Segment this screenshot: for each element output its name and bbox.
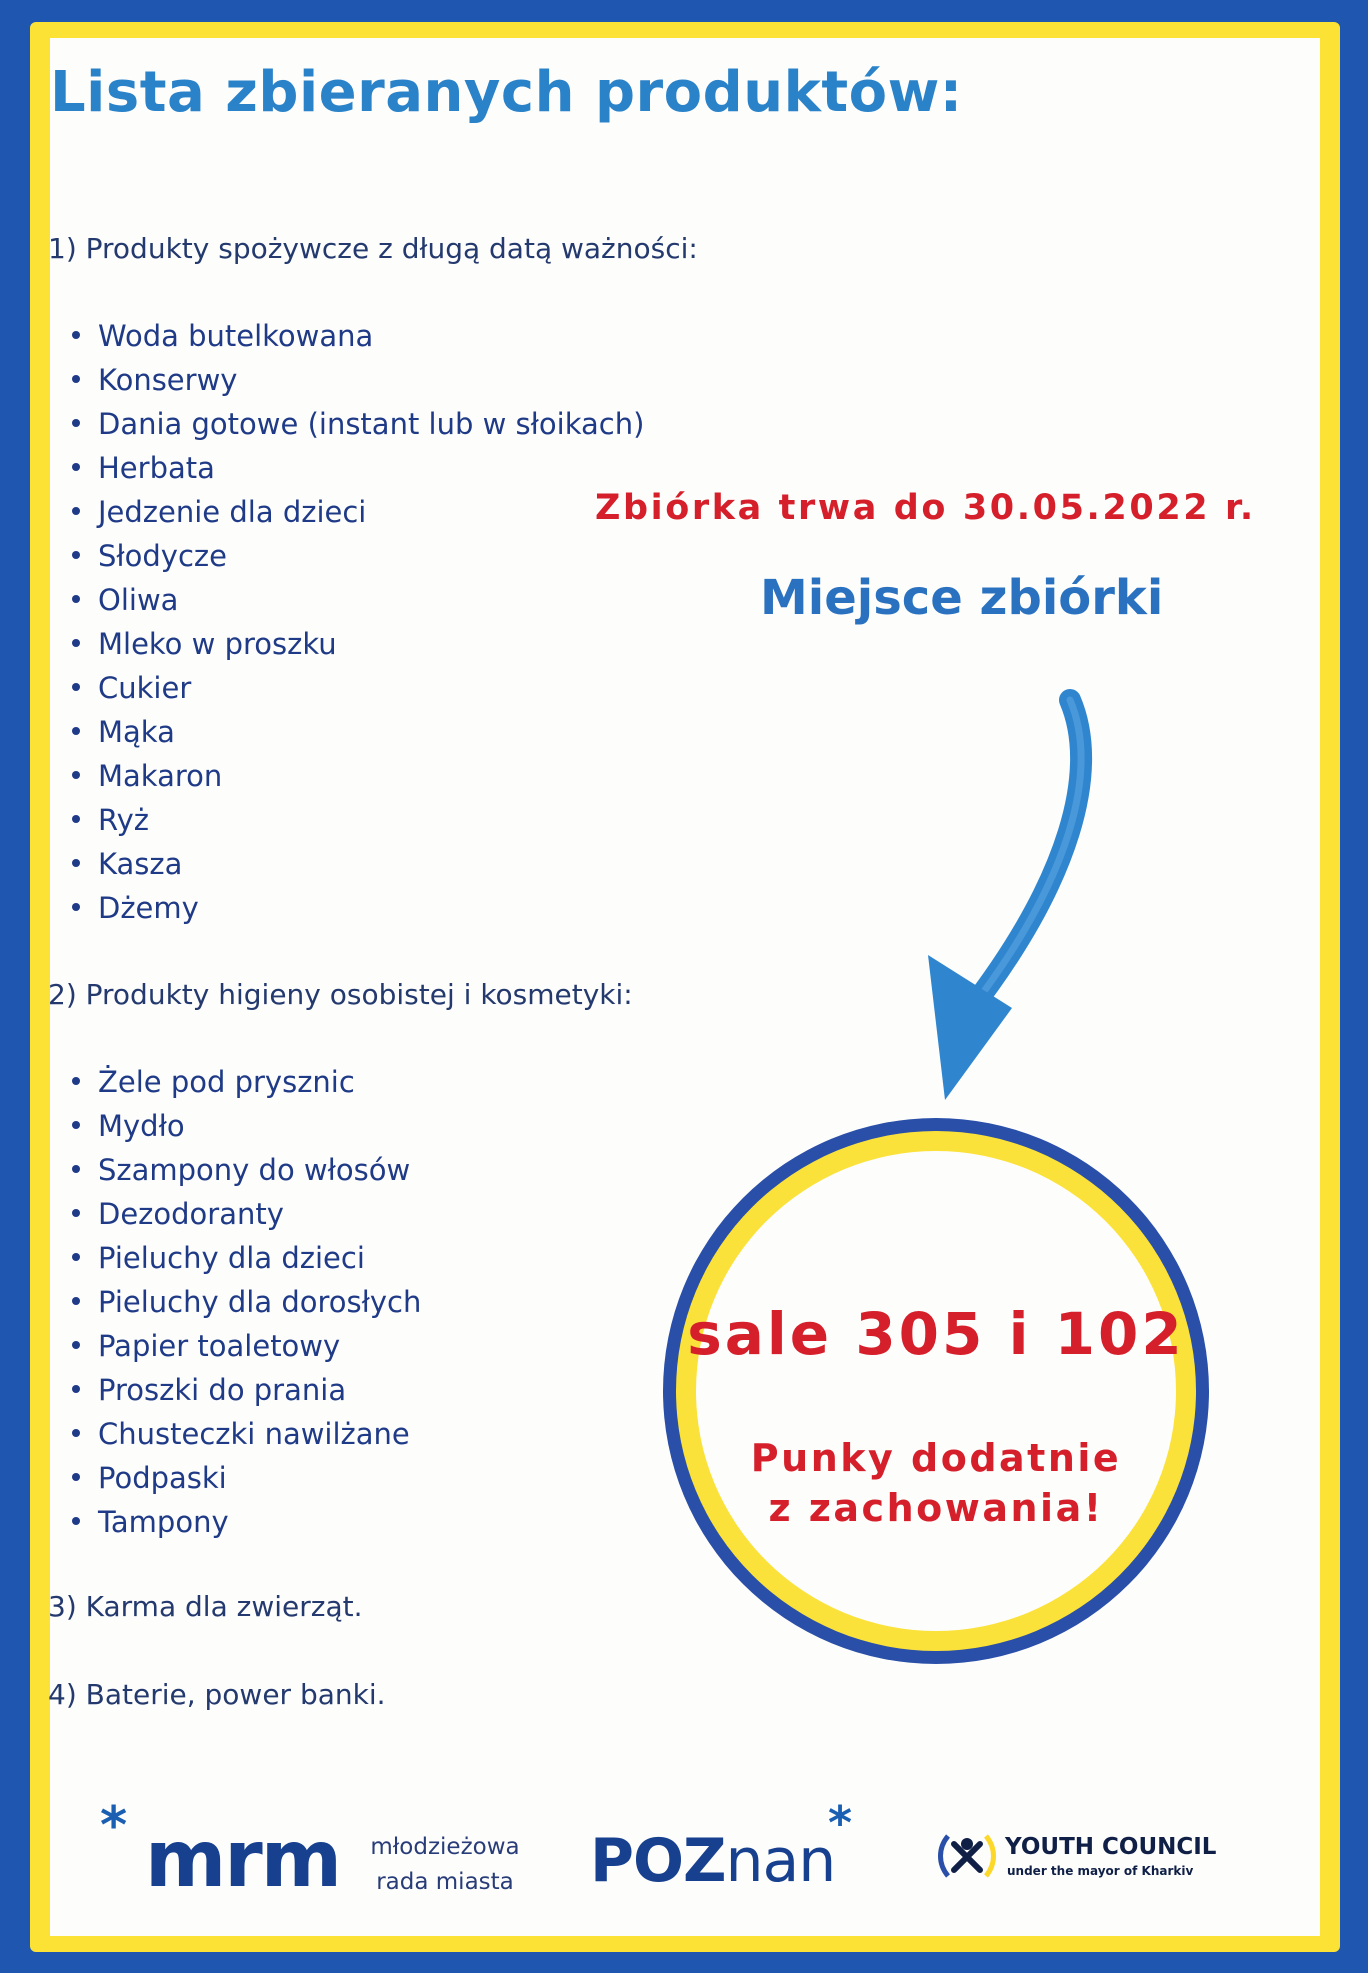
collection-deadline: Zbiórka trwa do 30.05.2022 r. xyxy=(595,488,1256,528)
bullet-icon xyxy=(72,463,80,471)
mrm-logo: mrm xyxy=(145,1815,341,1905)
list-item xyxy=(72,1104,421,1148)
bullet-icon xyxy=(72,1077,80,1085)
list-item xyxy=(72,754,644,798)
list-item xyxy=(72,446,644,490)
list-item xyxy=(72,1368,421,1412)
bullet-icon xyxy=(72,1385,80,1393)
list-item-label: Dezodoranty xyxy=(98,1197,284,1231)
list-item-label: Żele pod prysznic xyxy=(98,1065,355,1099)
list-item xyxy=(72,842,644,886)
bullet-icon xyxy=(72,903,80,911)
bullet-icon xyxy=(72,727,80,735)
list-item xyxy=(72,1324,421,1368)
bullet-icon xyxy=(72,1297,80,1305)
list-item-label: Chusteczki nawilżane xyxy=(98,1417,410,1451)
bullet-icon xyxy=(72,419,80,427)
list-item-label: Mąka xyxy=(98,715,175,749)
list-item xyxy=(72,1148,421,1192)
bonus-line-2: z zachowania! xyxy=(768,1486,1104,1530)
bullet-icon xyxy=(72,331,80,339)
list-item xyxy=(72,490,644,534)
poznan-logo-part-2: nan xyxy=(725,1826,836,1896)
list-item-label: Ryż xyxy=(98,803,149,837)
list-item-label: Tampony xyxy=(98,1505,229,1539)
mrm-caption-line-1: młodzieżowa xyxy=(370,1834,520,1860)
bullet-icon xyxy=(72,815,80,823)
list-item xyxy=(72,1412,421,1456)
list-item xyxy=(72,798,644,842)
poster-title: Lista zbieranych produktów: xyxy=(50,60,963,125)
bullet-icon xyxy=(72,507,80,515)
list-item-label: Proszki do prania xyxy=(98,1373,347,1407)
bullet-icon xyxy=(72,683,80,691)
section-heading-hygiene: 2) Produkty higieny osobistej i kosmetyki: xyxy=(48,978,633,1011)
mrm-caption-line-2: rada miasta xyxy=(376,1869,514,1895)
list-item-label: Podpaski xyxy=(98,1461,227,1495)
list-item xyxy=(72,358,644,402)
list-item-label: Słodycze xyxy=(98,539,227,573)
list-item xyxy=(72,622,644,666)
list-item-label: Woda butelkowana xyxy=(98,319,374,353)
list-item-label: Szampony do włosów xyxy=(98,1153,411,1187)
list-item-label: Mydło xyxy=(98,1109,185,1143)
list-item xyxy=(72,1060,421,1104)
bullet-icon xyxy=(72,1121,80,1129)
list-item xyxy=(72,1192,421,1236)
bullet-icon xyxy=(72,551,80,559)
bonus-line-1: Punky dodatnie xyxy=(750,1436,1122,1480)
list-item xyxy=(72,886,644,930)
bonus-points-note xyxy=(663,1433,1209,1533)
list-item xyxy=(72,1500,421,1544)
bullet-icon xyxy=(72,1429,80,1437)
list-item-label: Makaron xyxy=(98,759,223,793)
list-item xyxy=(72,666,644,710)
youth-council-subtitle: under the mayor of Kharkiv xyxy=(1007,1864,1194,1878)
list-item xyxy=(72,402,644,446)
collection-place-label: Miejsce zbiórki xyxy=(760,570,1164,626)
bullet-icon xyxy=(72,375,80,383)
list-item xyxy=(72,710,644,754)
list-item xyxy=(72,1456,421,1500)
youth-council-title: YOUTH COUNCIL xyxy=(1005,1834,1217,1860)
list-item-label: Mleko w proszku xyxy=(98,627,337,661)
list-item-label: Pieluchy dla dorosłych xyxy=(98,1285,422,1319)
list-item xyxy=(72,1280,421,1324)
list-item-label: Konserwy xyxy=(98,363,238,397)
list-item-label: Papier toaletowy xyxy=(98,1329,341,1363)
poznan-logo-part-1: POZ xyxy=(590,1826,726,1896)
youth-council-emblem-icon xyxy=(938,1830,996,1882)
bullet-icon xyxy=(72,771,80,779)
bullet-icon xyxy=(72,1341,80,1349)
section-heading-food: 1) Produkty spożywcze z długą datą ważności: xyxy=(48,232,698,265)
poznan-asterisk-icon: * xyxy=(828,1796,853,1850)
bullet-icon xyxy=(72,1517,80,1525)
bullet-icon xyxy=(72,1165,80,1173)
mrm-asterisk-icon: * xyxy=(100,1796,128,1856)
bullet-icon xyxy=(72,859,80,867)
food-list xyxy=(72,314,644,930)
bullet-icon xyxy=(72,1473,80,1481)
list-item-label: Pieluchy dla dzieci xyxy=(98,1241,365,1275)
list-item-label: Herbata xyxy=(98,451,215,485)
list-item xyxy=(72,1236,421,1280)
bullet-icon xyxy=(72,595,80,603)
list-item-label: Dżemy xyxy=(98,891,199,925)
list-item xyxy=(72,314,644,358)
place-circle xyxy=(696,1151,1176,1631)
poznan-logo xyxy=(590,1826,835,1896)
bullet-icon xyxy=(72,1253,80,1261)
bullet-icon xyxy=(72,639,80,647)
list-item-label: Cukier xyxy=(98,671,192,705)
section-heading-pet-food: 3) Karma dla zwierząt. xyxy=(48,1590,363,1623)
collection-rooms: sale 305 i 102 xyxy=(687,1300,1185,1368)
section-heading-batteries: 4) Baterie, power banki. xyxy=(48,1678,386,1711)
list-item xyxy=(72,534,644,578)
hygiene-list xyxy=(72,1060,421,1544)
list-item-label: Dania gotowe (instant lub w słoikach) xyxy=(98,407,645,441)
list-item-label: Kasza xyxy=(98,847,183,881)
list-item-label: Oliwa xyxy=(98,583,179,617)
bullet-icon xyxy=(72,1209,80,1217)
curved-arrow-icon xyxy=(900,680,1100,1110)
mrm-caption xyxy=(365,1830,525,1900)
list-item xyxy=(72,578,644,622)
list-item-label: Jedzenie dla dzieci xyxy=(98,495,367,529)
